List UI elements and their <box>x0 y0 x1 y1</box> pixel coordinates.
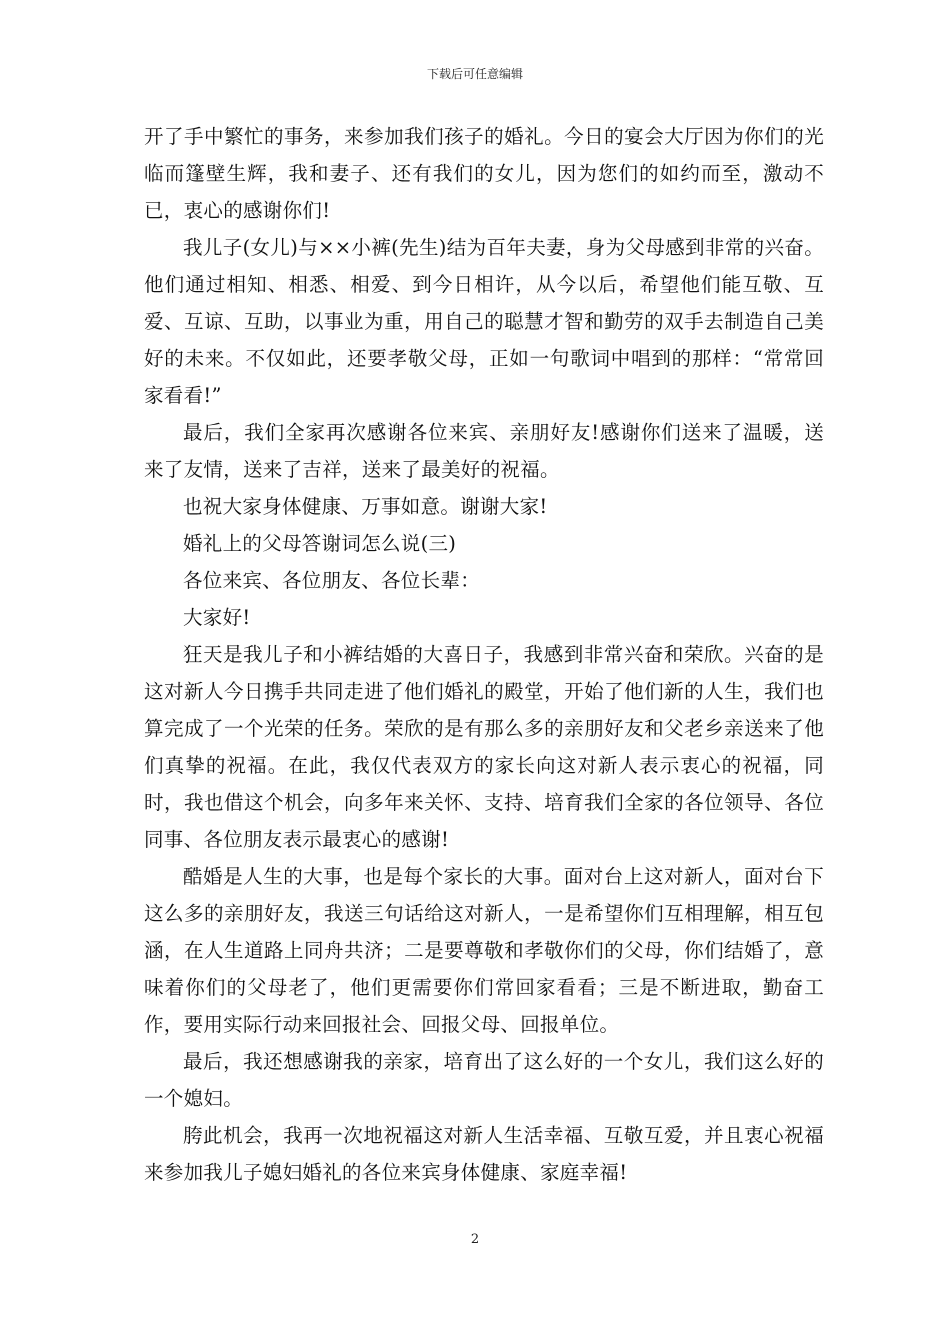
paragraph-11: 胯此机会，我再一次地祝福这对新人生活幸福、互敬互爱，并且衷心祝福来参加我儿子媳妇婚礼的各位来宾身体健康、家庭幸福! <box>144 1124 824 1184</box>
paragraph-10: 最后，我还想感谢我的亲家，培育出了这么好的一个女儿，我们这么好的一个媳妇。 <box>144 1050 824 1110</box>
paragraph-4: 也祝大家身体健康、万事如意。谢谢大家! <box>183 495 548 518</box>
paragraph-2: 我儿子(女儿)与××小裤(先生)结为百年夫妻，身为父母感到非常的兴奋。他们通过相知、相悉、相爱、到今日相许，从今以后，希望他们能互敬、互爱、互谅、互助，以事业为重，用自己的聪慧才智和勤劳的双手去制造自己美好的未来。不仅如此，还要孝敬父母，正如一句歌词中唱到的那样：“常常回家看看!” <box>144 236 824 407</box>
section-heading: 婚礼上的父母答谢词怎么说(三) <box>183 532 457 555</box>
greeting: 大家好! <box>183 606 251 629</box>
paragraph-9: 酷婚是人生的大事，也是每个家长的大事。面对台上这对新人，面对台下这么多的亲朋好友，我送三句话给这对新人，一是希望你们互相理解，相互包涵，在人生道路上同舟共济；二是要尊敬和孝敬你们的父母，你们结婚了，意味着你们的父母老了，他们更需要你们常回家看看；三是不断进取，勤奋工作，要用实际行动来回报社会、回报父母、回报单位。 <box>144 865 824 1036</box>
page-number: 2 <box>470 1232 480 1247</box>
paragraph-1: 开了手中繁忙的事务，来参加我们孩子的婚礼。今日的宴会大厅因为你们的光临而篷壁生辉，我和妻子、还有我们的女儿，因为您们的如约而至，激动不已，衷心的感谢你们! <box>144 125 824 222</box>
document-body <box>144 118 824 1191</box>
page-header: 下载后可任意编辑 <box>426 67 523 81</box>
paragraph-8: 狂天是我儿子和小裤结婚的大喜日子，我感到非常兴奋和荣欣。兴奋的是这对新人今日携手共同走进了他们婚礼的殿堂，开始了他们新的人生，我们也算完成了一个光荣的任务。荣欣的是有那么多的亲朋好友和父老乡亲送来了他们真挚的祝福。在此，我仅代表双方的家长向这对新人表示衷心的祝福，同时，我也借这个机会，向多年来关怀、支持、培育我们全家的各位领导、各位同事、各位朋友表示最衷心的感谢! <box>144 643 824 851</box>
salutation: 各位来宾、各位朋友、各位长辈： <box>183 569 481 592</box>
paragraph-3: 最后，我们全家再次感谢各位来宾、亲朋好友!感谢你们送来了温暖，送来了友情，送来了吉祥，送来了最美好的祝福。 <box>144 421 824 481</box>
